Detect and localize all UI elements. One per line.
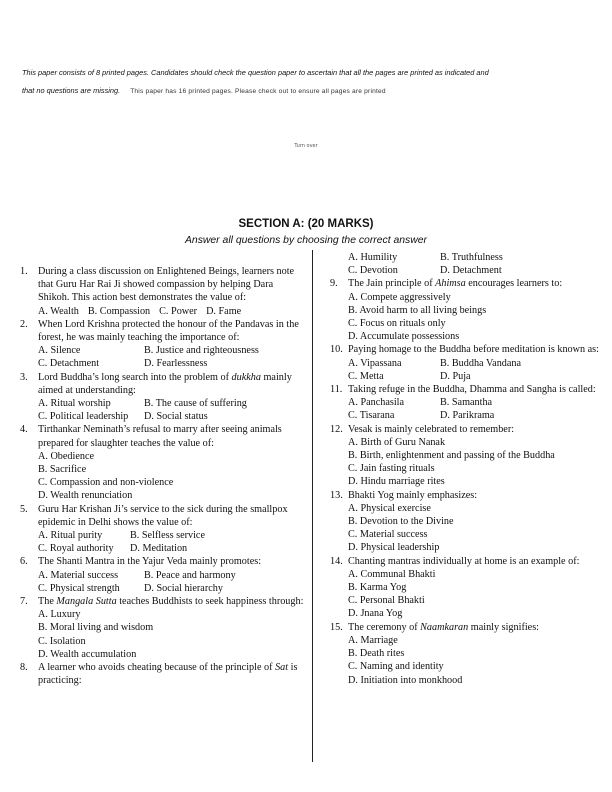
option-a[interactable]: A. Humility xyxy=(348,252,398,263)
options-row xyxy=(38,344,304,357)
stem-text: mainly aimed at understanding: xyxy=(38,371,292,396)
options-row xyxy=(38,410,304,423)
question-5 xyxy=(20,503,304,556)
question-8 xyxy=(20,661,304,687)
notice-line-2 xyxy=(22,82,602,101)
question-number: 1. xyxy=(20,266,28,277)
stem-emphasis: dukkha xyxy=(231,371,261,383)
option-a[interactable]: A. Silence xyxy=(38,345,81,357)
option-b[interactable]: B. Peace and harmony xyxy=(144,569,236,581)
question-stem: Vesak is mainly celebrated to remember: xyxy=(348,423,515,435)
options-row xyxy=(348,409,606,422)
option-c[interactable]: C. Tisarana xyxy=(348,410,395,422)
question-14 xyxy=(330,555,606,621)
question-8-options xyxy=(330,251,606,277)
option-d[interactable]: D. Parikrama xyxy=(440,410,495,422)
page-notice xyxy=(22,64,602,101)
stem-emphasis: Mangala Sutta xyxy=(56,596,117,608)
question-stem: During a class discussion on Enlightened Beings, learners note that Guru Har Rai Ji showed compassion by helping Dara Shikoh. This action best demonstrates the value of: xyxy=(38,266,295,304)
option-c[interactable]: C. Metta xyxy=(348,370,384,382)
question-number: 2. xyxy=(20,318,28,330)
option-a[interactable]: A. Vipassana xyxy=(348,357,402,369)
question-number: 6. xyxy=(20,556,28,568)
question-stem xyxy=(38,371,304,397)
question-stem: When Lord Krishna protected the honour of the Pandavas in the forest, he was mainly teaching the importance of: xyxy=(38,318,299,344)
option-b[interactable]: B. Samantha xyxy=(440,397,493,409)
question-stem: Guru Har Krishan Ji’s service to the sick during the smallpox epidemic in Delhi shows the value of: xyxy=(38,503,288,528)
option-b[interactable]: B. Death rites xyxy=(348,648,405,660)
option-c[interactable]: C. Compassion and non-violence xyxy=(38,477,174,489)
question-number: 11. xyxy=(330,384,343,396)
option-c[interactable]: C. Political leadership xyxy=(38,411,129,423)
question-9 xyxy=(330,277,606,343)
options-row xyxy=(348,396,606,409)
option-b[interactable]: B. Compassion xyxy=(87,305,151,317)
question-number: 4. xyxy=(20,424,28,436)
options-row xyxy=(38,529,304,542)
option-b[interactable]: B. The cause of suffering xyxy=(144,398,247,410)
question-number: 7. xyxy=(20,596,28,608)
option-a[interactable]: A. Compete aggressively xyxy=(348,291,451,303)
option-d[interactable]: D. Physical leadership xyxy=(348,542,440,554)
stem-emphasis: Sat xyxy=(275,662,289,674)
option-c[interactable]: C. Detachment xyxy=(38,358,100,370)
option-a[interactable]: A. Material success xyxy=(38,569,119,581)
question-6 xyxy=(20,555,304,595)
option-d[interactable]: D. Accumulate possessions xyxy=(348,331,460,343)
stem-text: A learner who avoids cheating because of the principle of xyxy=(38,662,276,674)
question-stem: Chanting mantras individually at home is an example of: xyxy=(348,555,580,567)
option-b[interactable]: B. Moral living and wisdom xyxy=(38,622,154,634)
option-c[interactable]: C. Devotion xyxy=(348,265,398,277)
option-b[interactable]: B. Birth, enlightenment and passing of the Buddha xyxy=(348,450,555,462)
stem-text: The Jain principle of xyxy=(348,278,436,290)
question-15 xyxy=(330,621,606,687)
option-a[interactable]: A. Communal Bhakti xyxy=(348,568,436,580)
option-b[interactable]: B. Avoid harm to all living beings xyxy=(348,304,487,316)
question-number: 10. xyxy=(330,344,343,356)
stem-emphasis: Ahimsa xyxy=(435,278,466,290)
options-row xyxy=(38,569,304,582)
option-a[interactable]: A. Birth of Guru Nanak xyxy=(348,436,446,448)
question-number: 5. xyxy=(20,503,28,515)
stem-text: mainly signifies: xyxy=(468,621,539,633)
question-stem xyxy=(38,595,304,608)
options-row xyxy=(38,542,304,555)
question-number: 3. xyxy=(20,371,28,383)
stem-text: The xyxy=(38,596,57,608)
question-stem xyxy=(38,661,304,687)
option-a[interactable]: A. Physical exercise xyxy=(348,502,431,514)
question-12 xyxy=(330,423,606,489)
option-a[interactable]: A. Ritual purity xyxy=(38,530,103,542)
option-b[interactable]: B. Buddha Vandana xyxy=(440,357,522,369)
option-c[interactable]: C. Focus on rituals only xyxy=(348,318,446,330)
question-number: 15. xyxy=(330,621,343,633)
question-stem: Bhakti Yog mainly emphasizes: xyxy=(348,489,478,501)
options-row xyxy=(348,251,606,264)
option-b[interactable]: B. Truthfulness xyxy=(440,252,503,263)
option-d[interactable]: D. Detachment xyxy=(440,265,502,277)
stem-text: teaches Buddhists to seek happiness through: xyxy=(116,596,304,608)
option-d[interactable]: D. Hindu marriage rites xyxy=(348,476,445,488)
option-c[interactable]: C. Material success xyxy=(348,529,428,541)
options-row xyxy=(38,305,304,318)
option-a[interactable]: A. Luxury xyxy=(38,609,81,621)
options-row xyxy=(348,357,606,370)
option-b[interactable]: B. Justice and righteousness xyxy=(144,345,259,357)
stem-text: encourages learners to: xyxy=(465,278,563,290)
option-c[interactable]: C. Power xyxy=(159,305,198,317)
options-row xyxy=(348,370,606,383)
option-a[interactable]: A. Panchasila xyxy=(348,397,405,409)
left-column xyxy=(20,265,304,688)
question-1 xyxy=(20,265,304,318)
options-row xyxy=(38,397,304,410)
question-7 xyxy=(20,595,304,661)
option-c[interactable]: C. Isolation xyxy=(38,635,86,647)
question-10 xyxy=(330,343,606,383)
question-stem: Taking refuge in the Buddha, Dhamma and Sangha is called: xyxy=(348,384,596,396)
notice-line-2-text: that no questions are missing. xyxy=(22,86,121,95)
section-title: SECTION A: (20 MARKS) xyxy=(238,218,374,230)
section-instruction: Answer all questions by choosing the correct answer xyxy=(185,235,427,246)
option-d[interactable]: D. Initiation into monkhood xyxy=(348,674,463,686)
column-divider xyxy=(312,250,313,762)
question-stem: The Shanti Mantra in the Yajur Veda mainly promotes: xyxy=(38,556,262,568)
stem-text: Lord Buddha’s long search into the problem of xyxy=(38,371,229,383)
option-d[interactable]: D. Fearlessness xyxy=(144,358,208,370)
option-b[interactable]: B. Sacrifice xyxy=(38,464,87,476)
option-c[interactable]: C. Naming and identity xyxy=(348,661,444,673)
question-stem xyxy=(348,277,606,290)
question-stem xyxy=(348,621,606,634)
option-b[interactable]: B. Selfless service xyxy=(130,530,205,542)
option-d[interactable]: D. Meditation xyxy=(130,543,188,555)
question-stem: Paying homage to the Buddha before meditation is known as: xyxy=(348,344,599,356)
stem-text: The ceremony of xyxy=(348,621,421,633)
option-d[interactable]: D. Social status xyxy=(144,411,208,423)
question-number: 13. xyxy=(330,489,343,501)
turn-over-note: Turn over xyxy=(294,143,318,149)
option-a[interactable]: A. Marriage xyxy=(348,634,398,646)
right-column xyxy=(330,251,606,687)
option-d[interactable]: D. Social hierarchy xyxy=(144,582,223,594)
option-a[interactable]: A. Wealth xyxy=(38,305,79,317)
question-number: 8. xyxy=(20,662,28,674)
option-c[interactable]: C. Personal Bhakti xyxy=(348,595,425,607)
option-d[interactable]: D. Fame xyxy=(206,305,242,317)
question-number: 12. xyxy=(330,423,343,435)
question-13 xyxy=(330,489,606,555)
option-d[interactable]: D. Wealth renunciation xyxy=(38,490,133,502)
option-b[interactable]: B. Karma Yog xyxy=(348,582,407,594)
notice-line-1: This paper consists of 8 printed pages. Candidates should check the question paper to ascertain that all the pages are printed as indicated and xyxy=(22,68,489,77)
option-a[interactable]: A. Ritual worship xyxy=(38,398,111,410)
options-row xyxy=(38,357,304,370)
options-row xyxy=(38,582,304,595)
question-stem: Tirthankar Neminath’s refusal to marry after seeing animals prepared for slaughter teaches the value of: xyxy=(38,424,282,449)
question-3 xyxy=(20,371,304,424)
option-c[interactable]: C. Royal authority xyxy=(38,543,114,555)
option-c[interactable]: C. Physical strength xyxy=(38,582,120,594)
option-c[interactable]: C. Jain fasting rituals xyxy=(348,463,435,475)
question-4 xyxy=(20,423,304,502)
question-number: 14. xyxy=(330,555,343,567)
question-2 xyxy=(20,318,304,371)
option-d[interactable]: D. Jnana Yog xyxy=(348,608,403,620)
option-b[interactable]: B. Devotion to the Divine xyxy=(348,516,454,528)
options-row xyxy=(348,264,606,277)
question-11 xyxy=(330,383,606,423)
option-d[interactable]: D. Wealth accumulation xyxy=(38,648,137,660)
option-a[interactable]: A. Obedience xyxy=(38,450,95,462)
stem-text: is practicing: xyxy=(38,662,298,687)
stem-emphasis: Naamkaran xyxy=(420,621,469,633)
option-d[interactable]: D. Puja xyxy=(440,370,471,382)
handwritten-note: This paper has 16 printed pages. Please check out to ensure all pages are printed xyxy=(130,88,386,95)
question-number: 9. xyxy=(330,278,338,290)
